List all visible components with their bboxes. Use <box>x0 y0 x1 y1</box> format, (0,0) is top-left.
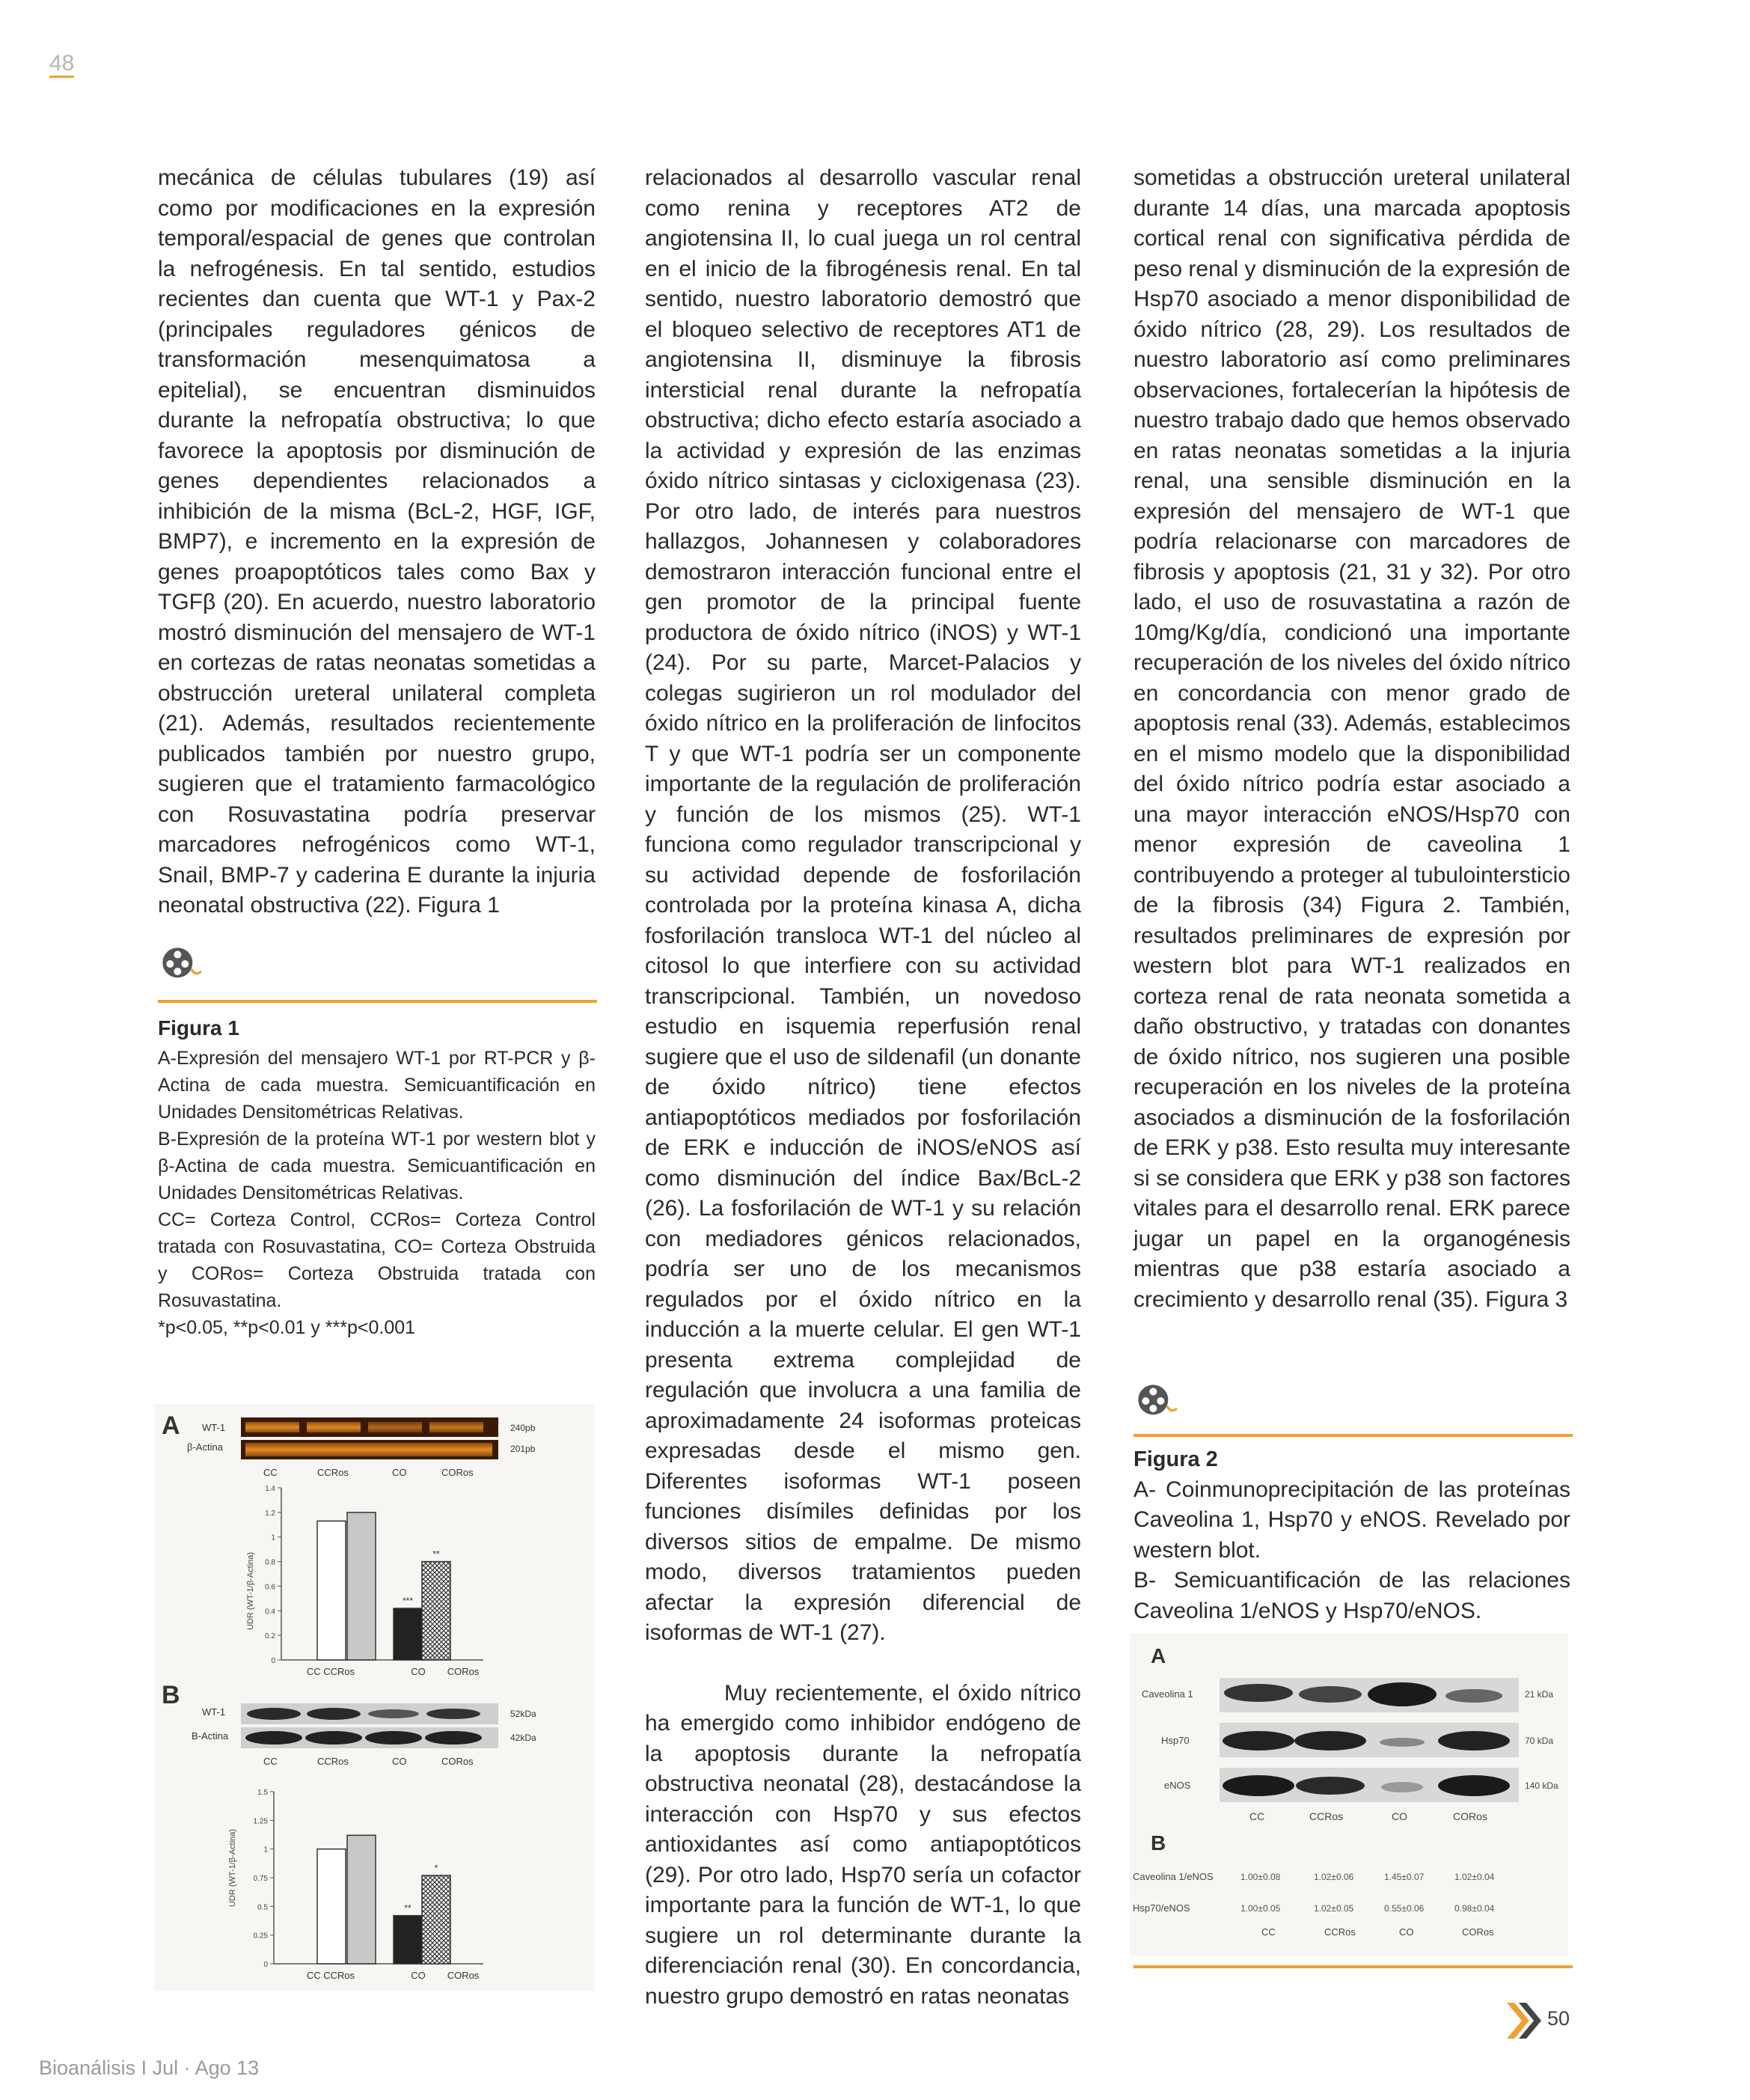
band-size-42: 42kDa <box>510 1733 536 1743</box>
y-tick-label: 1 <box>263 1846 268 1855</box>
blot-band <box>247 1708 301 1720</box>
blot-band <box>1368 1682 1437 1706</box>
band-size-70: 70 kDa <box>1525 1736 1554 1746</box>
y-tick-label: 0.25 <box>253 1932 268 1941</box>
ratio-value: 1.02±0.04 <box>1454 1872 1495 1882</box>
figure-2-svg <box>1130 1633 1568 1956</box>
y-tick-label: 1.4 <box>265 1485 275 1493</box>
y-tick-label: 1 <box>271 1533 275 1542</box>
blot-band <box>1438 1731 1510 1750</box>
blot-band <box>1381 1782 1423 1792</box>
chart-a-xlabel: CORos <box>447 1666 480 1677</box>
column-3 <box>1133 163 1570 1315</box>
ratio-value: 1.02±0.06 <box>1314 1872 1354 1882</box>
column-2 <box>645 163 1081 2012</box>
blot-band <box>368 1709 419 1718</box>
band-size-240: 240pb <box>510 1423 536 1433</box>
chart-a-ylabel: UDR (WT-1/β-Actina) <box>246 1551 255 1631</box>
gel-label-wt1: WT-1 <box>202 1422 226 1433</box>
significance-label: ** <box>404 1902 412 1914</box>
chart-b <box>254 1789 483 1969</box>
bar <box>422 1562 450 1660</box>
bar <box>347 1513 376 1660</box>
blot-band <box>365 1731 422 1745</box>
band-size-140: 140 kDa <box>1525 1780 1558 1791</box>
next-page-arrow-icon <box>1505 2000 1543 2042</box>
blot-band <box>307 1708 361 1720</box>
band-size-21: 21 kDa <box>1525 1689 1554 1700</box>
figure-1-caption <box>158 1015 596 1341</box>
blot-label-wt1: WT-1 <box>202 1706 226 1718</box>
footer-journal: Bioanálisis I Jul · Ago 13 <box>39 2057 260 2079</box>
lane-label: CORos <box>1453 1810 1487 1822</box>
blot-band <box>1296 1777 1365 1795</box>
bar <box>317 1521 346 1660</box>
bar <box>394 1608 422 1660</box>
ratio-value: 1.00±0.05 <box>1240 1903 1281 1914</box>
figure-2-caption <box>1133 1444 1570 1626</box>
gel-band <box>245 1443 492 1456</box>
lane-label: CO <box>392 1467 407 1478</box>
panel-a-letter-fig1: A <box>162 1411 180 1440</box>
blot-band <box>1299 1686 1362 1703</box>
band-size-201: 201pb <box>510 1444 536 1454</box>
y-tick-label: 0.4 <box>265 1608 275 1617</box>
lane-label: CC <box>1249 1810 1265 1822</box>
lane-label: CORos <box>441 1467 474 1478</box>
footer-page-number: 50 <box>1547 2007 1570 2030</box>
ratio-value: 1.02±0.05 <box>1314 1903 1354 1914</box>
y-tick-label: 0.5 <box>257 1903 268 1912</box>
lane-label: CO <box>1392 1810 1407 1822</box>
ratio-value: 0.98±0.04 <box>1454 1903 1495 1914</box>
figure-1-caption-a: A-Expresión del mensajero WT-1 por RT-PCR y β-Actina de cada muestra. Semicuantificación en Unidades Densitométricas Relativas. <box>158 1048 596 1123</box>
y-tick-label: 1.25 <box>253 1817 268 1826</box>
ratio-row-label: Hsp70/eNOS <box>1133 1902 1190 1914</box>
blot-label-actin: B-Actina <box>192 1730 229 1742</box>
y-tick-label: 0 <box>263 1961 268 1969</box>
figure-1-rule <box>158 1000 597 1003</box>
significance-label: *** <box>402 1596 414 1606</box>
figure-2-bottom-rule <box>1133 1965 1573 1968</box>
figure-2-title: Figura 2 <box>1133 1447 1218 1471</box>
blot-band <box>1223 1731 1294 1750</box>
y-tick-label: 0.2 <box>265 1632 275 1641</box>
column-3-paragraph: sometidas a obstrucción ureteral unilateral durante 14 días, una marcada apoptosis cortical renal con significativa pérdida de peso renal y disminución de la expresión de Hsp70 asociado a menor disponibilidad de óxido nítrico (28, 29). Los resultados de nuestro laboratorio así como preliminares observaciones, fortalecerían la hipótesis de nuestro trabajo dado que hemos observado en ratas neonatas sometidas a la injuria renal, una sensible disminución en la expresión del mensajero de WT-1 que podría relacionarse con marcadores de fibrosis y apoptosis (21, 31 y 32). Por otro lado, el uso de rosuvastatina a razón de 10mg/Kg/día, condicionó una importante recuperación de los niveles del óxido nítrico en concordancia con menor grado de apoptosis renal (33). Además, establecimos en el mismo modelo que la disponibilidad del óxido nítrico podría estar asociado a una mayor interacción eNOS/Hsp70 con menor expresión de caveolina 1 contribuyendo a proteger al tubulointersticio de la fibrosis (34) Figura 2. También, resultados preliminares de expresión por western blot para WT-1 realizados en corteza renal de rata neonata sometida a daño obstructivo, y tratadas con donantes de óxido nítrico, nos sugieren una posible recuperación en los niveles de la proteína asociados a disminución de la fosforilación de ERK y p38. Esto resulta muy interesante si se considera que ERK y p38 son factores vitales para el desarrollo renal. ERK parece jugar un papel en la organogénesis mientras que p38 estaría asociado a crecimiento y desarrollo renal (35). Figura 3 <box>1133 165 1570 1312</box>
chart-b-xlabel: CC CCRos <box>306 1970 355 1981</box>
lane-label: CCRos <box>1324 1926 1356 1938</box>
ratio-value: 1.45±0.07 <box>1384 1872 1425 1882</box>
blot-band <box>426 1709 480 1719</box>
chart-b-xlabel: CORos <box>447 1970 480 1981</box>
figure-2-caption-b: B- Semicuantificación de las relaciones Caveolina 1/eNOS y Hsp70/eNOS. <box>1133 1568 1570 1623</box>
ratio-value: 1.00±0.08 <box>1240 1872 1281 1882</box>
blot-band <box>1438 1775 1510 1796</box>
gel-band <box>307 1422 361 1432</box>
row-label-caveolin: Caveolina 1 <box>1142 1688 1193 1700</box>
ratio-row-label: Caveolina 1/eNOS <box>1133 1871 1214 1882</box>
lane-label: CORos <box>1462 1926 1494 1938</box>
blot-band <box>305 1731 362 1745</box>
column-1 <box>158 163 596 921</box>
figure-1-caption-abbrev: CC= Corteza Control, CCRos= Corteza Control tratada con Rosuvastatina, CO= Corteza Obstruida y CORos= Corteza Obstruida tratada con Rosuvastatina. <box>158 1209 596 1311</box>
chart-b-ylabel: UDR (WT-1/β-Actina) <box>228 1828 237 1908</box>
blot-band <box>1445 1689 1502 1703</box>
lane-label: CCRos <box>317 1467 349 1478</box>
gel-band <box>245 1422 299 1432</box>
panel-b-letter-fig2: B <box>1151 1831 1166 1855</box>
lane-label: CO <box>1399 1926 1414 1938</box>
chart-a-xlabel: CO <box>411 1666 426 1677</box>
figure-2-image <box>1130 1633 1568 1956</box>
blot-band <box>1223 1775 1294 1796</box>
figure-1-caption-b: B-Expresión de la proteína WT-1 por western blot y β-Actina de cada muestra. Semicuantificación en Unidades Densitométricas Relativas. <box>158 1129 596 1203</box>
figure-1-title: Figura 1 <box>158 1016 239 1040</box>
y-tick-label: 0 <box>271 1657 275 1665</box>
page-number-top: 48 <box>49 52 74 78</box>
chart-a-xlabel: CC CCRos <box>306 1666 355 1677</box>
bar <box>394 1916 422 1964</box>
column-1-paragraph: mecánica de células tubulares (19) así como por modificaciones en la expresión temporal/espacial de genes que controlan la nefrogénesis. En tal sentido, estudios recientes dan cuenta que WT-1 y Pax-2 (principales reguladores génicos de transformación mesenquimatosa a epitelial), se encuentran disminuidos durante la nefropatía obstructiva; lo que favorece la apoptosis por disminución de genes dependientes relacionados a inhibición de la misma (BcL-2, HGF, IGF, BMP7), e incremento en la expresión de genes proapoptóticos tales como Bax y TGFβ (20). En acuerdo, nuestro laboratorio mostró disminución del mensajero de WT-1 en cortezas de ratas neonatas sometidas a obstrucción ureteral unilateral completa (21). Además, resultados recientemente publicados también por nuestro grupo, sugieren que el tratamiento farmacológico con Rosuvastatina podría preservar marcadores nefrogénicos como WT-1, Snail, BMP-7 y caderina E durante la injuria neonatal obstructiva (22). Figura 1 <box>158 165 596 918</box>
figure-1-image <box>154 1404 594 1991</box>
row-label-hsp70: Hsp70 <box>1161 1735 1190 1746</box>
y-tick-label: 0.8 <box>265 1558 275 1567</box>
chart-a <box>265 1485 483 1665</box>
y-tick-label: 0.75 <box>253 1875 268 1883</box>
band-size-52: 52kDa <box>510 1709 536 1719</box>
figure-1-caption-significance: *p<0.05, **p<0.01 y ***p<0.001 <box>158 1317 416 1338</box>
lane-label: CCRos <box>1309 1810 1344 1822</box>
y-tick-label: 0.6 <box>265 1583 275 1592</box>
figure-2-rule <box>1133 1434 1573 1437</box>
bar <box>347 1835 376 1964</box>
blot-band <box>1380 1738 1425 1747</box>
panel-b-letter-fig1: B <box>162 1681 180 1709</box>
blot-band <box>425 1731 482 1745</box>
significance-label: * <box>434 1862 438 1873</box>
blot-band <box>245 1731 302 1745</box>
figure-1-svg <box>154 1404 594 1991</box>
film-reel-icon <box>1136 1379 1181 1423</box>
y-tick-label: 1.5 <box>257 1789 268 1797</box>
lane-label: CCRos <box>317 1756 349 1767</box>
y-tick-label: 1.2 <box>265 1509 275 1518</box>
blot-band <box>1294 1731 1366 1750</box>
chart-b-xlabel: CO <box>411 1970 426 1981</box>
lane-label: CC <box>263 1756 278 1767</box>
film-reel-icon <box>160 941 205 986</box>
significance-label: ** <box>432 1548 440 1560</box>
panel-a-letter-fig2: A <box>1151 1644 1166 1667</box>
figure-2-caption-a: A- Coinmunoprecipitación de las proteínas Caveolina 1, Hsp70 y eNOS. Revelado por western blot. <box>1133 1477 1570 1563</box>
gel-band <box>368 1422 422 1432</box>
column-2-paragraph: Muy recientemente, el óxido nítrico ha emergido como inhibidor endógeno de la apoptosis durante la nefropatía obstructiva neonatal (28), destacándose la interacción con Hsp70 y sus efectos antioxidantes así como antiapoptóticos (29). Por otro lado, Hsp70 sería un cofactor importante para la función de WT-1, lo que sugiere un rol determinante durante la diferenciación renal (30). En concordancia, nuestro grupo demostró en ratas neonatas <box>645 1680 1081 2009</box>
row-label-enos: eNOS <box>1164 1780 1191 1791</box>
gel-band <box>429 1422 483 1432</box>
bar <box>422 1875 450 1964</box>
ratio-value: 0.55±0.06 <box>1384 1903 1425 1914</box>
gel-label-actin: β-Actina <box>187 1441 223 1453</box>
bar <box>317 1849 346 1964</box>
lane-label: CC <box>263 1467 278 1478</box>
lane-label: CO <box>392 1756 407 1767</box>
lane-label: CORos <box>441 1756 474 1767</box>
column-2-paragraph: relacionados al desarrollo vascular renal como renina y receptores AT2 de angiotensina II, lo cual juega un rol central en el inicio de la fibrogénesis renal. En tal sentido, nuestro laboratorio demostró que el bloqueo selectivo de receptores AT1 de angiotensina II, disminuye la fibrosis intersticial renal durante la nefropatía obstructiva; dicho efecto estaría asociado a la actividad y expresión de las enzimas óxido nítrico sintasas y cicloxigenasa (23). Por otro lado, de interés para nuestros hallazgos, Johannesen y colaboradores demostraron interacción funcional entre el gen promotor de la principal fuente productora de óxido nítrico (iNOS) y WT-1 (24). Por su parte, Marcet-Palacios y colegas sugirieron un rol modulador del óxido nítrico en la proliferación de linfocitos T y que WT-1 podría ser un componente importante de la regulación de proliferación y función de los mismos (25). WT-1 funciona como regulador transcripcional y su actividad depende de fosforilación controlada por la proteína kinasa A, dicha fosforilación transloca WT-1 del núcleo al citosol lo que interfiere con su actividad transcripcional. También, un novedoso estudio en isquemia reperfusión renal sugiere que el uso de sildenafil (un donante de óxido nítrico) tiene efectos antiapoptóticos mediados por fosforilación de ERK e inducción de iNOS/eNOS así como disminución del índice Bax/BcL-2 (26). La fosforilación de WT-1 y su relación con mediadores génicos relacionados, podría ser uno de los mecanismos regulados por el óxido nítrico en la inducción a la muerte celular. El gen WT-1 presenta extrema complejidad de regulación que involucra a una familia de aproximadamente 24 isoformas proteicas expresadas desde el mismo gen. Diferentes isoformas WT-1 poseen funciones disímiles definidas por los diversos sitios de empalme. De mismo modo, diversos tratamientos pueden afectar la expresión diferencial de isoformas de WT-1 (27). <box>645 165 1081 1645</box>
blot-band <box>1224 1684 1293 1702</box>
lane-label: CC <box>1261 1926 1276 1938</box>
